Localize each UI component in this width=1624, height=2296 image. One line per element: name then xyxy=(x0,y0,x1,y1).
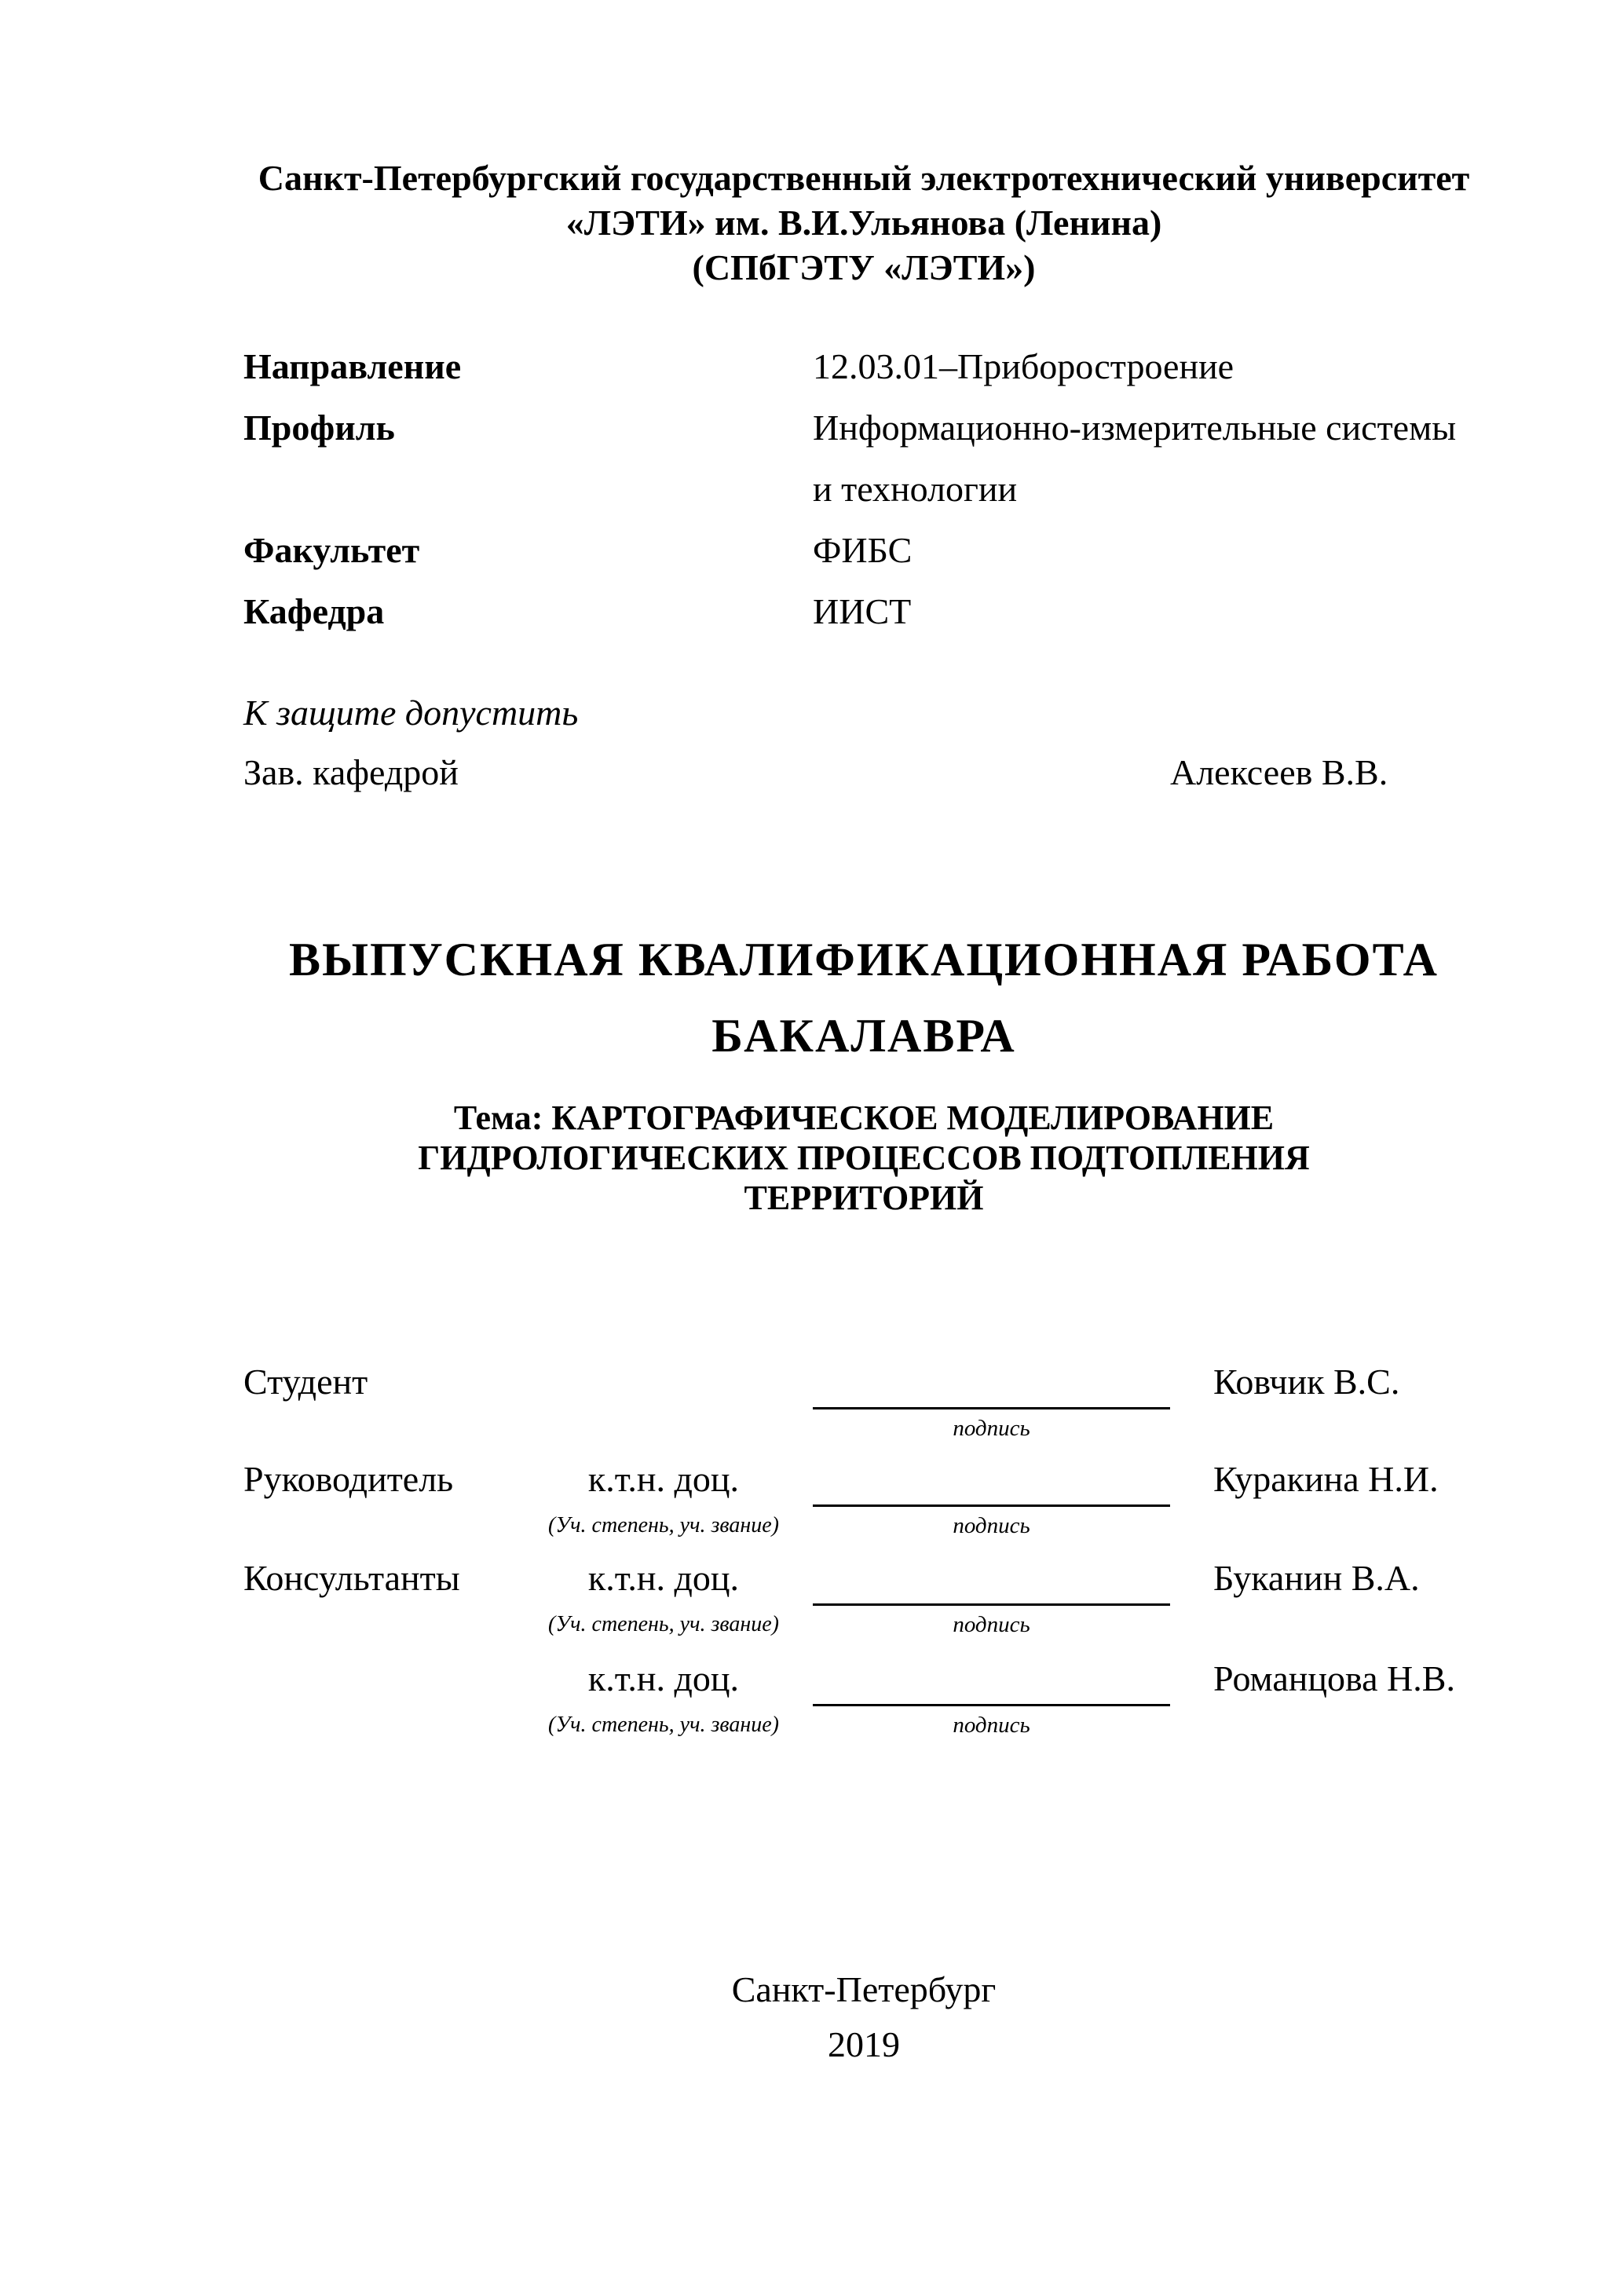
thesis-theme-line3: ТЕРРИТОРИЙ xyxy=(744,1179,984,1217)
university-header xyxy=(243,155,1484,290)
field-label-faculty: Факультет xyxy=(243,529,420,570)
field-value-profile-continuation: и технологии xyxy=(813,468,1018,509)
field-row-profile xyxy=(243,397,1484,458)
signature-line xyxy=(813,1407,1170,1409)
signature-caption: подпись xyxy=(953,1713,1030,1738)
university-name-line1: Санкт-Петербургский государственный электротехнический университет xyxy=(258,158,1470,198)
work-title-line1: ВЫПУСКНАЯ КВАЛИФИКАЦИОННАЯ РАБОТА xyxy=(289,934,1439,985)
admission-note: К защите допустить xyxy=(243,693,579,733)
field-value-department: ИИСТ xyxy=(813,590,912,631)
signature-row-supervisor xyxy=(243,1457,1563,1545)
signature-degree-consultant-1: к.т.н. доц. xyxy=(587,1558,740,1598)
thesis-theme xyxy=(243,1098,1484,1218)
signature-caption: подпись xyxy=(953,1513,1030,1538)
signature-caption: подпись xyxy=(953,1416,1030,1441)
field-label-profile: Профиль xyxy=(243,407,395,448)
department-head-name: Алексеев В.В. xyxy=(1170,752,1388,792)
department-head-label: Зав. кафедрой xyxy=(243,752,459,792)
signature-role-supervisor: Руководитель xyxy=(243,1459,454,1499)
signatory-name-consultant-1: Буканин В.А. xyxy=(1213,1558,1420,1598)
field-value-direction: 12.03.01–Приборостроение xyxy=(813,345,1234,386)
field-label-direction: Направление xyxy=(243,345,462,386)
degree-caption: (Уч. степень, уч. звание) xyxy=(548,1513,779,1537)
signature-line xyxy=(813,1603,1170,1606)
signature-line xyxy=(813,1704,1170,1706)
signatory-name-student: Ковчик В.С. xyxy=(1213,1362,1400,1402)
signature-row-student xyxy=(243,1360,1563,1448)
footer-year: 2019 xyxy=(828,2024,900,2064)
signature-line xyxy=(813,1504,1170,1507)
signatory-name-consultant-2: Романцова Н.В. xyxy=(1213,1658,1455,1698)
signature-role-student: Студент xyxy=(243,1362,368,1402)
degree-caption: (Уч. степень, уч. звание) xyxy=(548,1612,779,1636)
thesis-theme-line2: ГИДРОЛОГИЧЕСКИХ ПРОЦЕССОВ ПОДТОПЛЕНИЯ xyxy=(418,1139,1310,1177)
thesis-theme-line1: Тема: КАРТОГРАФИЧЕСКОЕ МОДЕЛИРОВАНИЕ xyxy=(453,1099,1275,1137)
signature-role-consultants: Консультанты xyxy=(243,1558,460,1598)
university-name-line3: (СПбГЭТУ «ЛЭТИ») xyxy=(692,247,1036,287)
work-title-line2: БАКАЛАВРА xyxy=(711,1010,1016,1062)
field-row-direction xyxy=(243,335,1484,397)
signature-caption: подпись xyxy=(953,1612,1030,1637)
program-info-block xyxy=(243,335,1484,642)
signature-degree-consultant-2: к.т.н. доц. xyxy=(587,1658,740,1698)
department-head-row xyxy=(243,751,1484,795)
field-row-department xyxy=(243,580,1484,642)
university-name-line2: «ЛЭТИ» им. В.И.Ульянова (Ленина) xyxy=(565,203,1162,243)
field-row-profile-continuation xyxy=(243,458,1484,519)
field-value-profile: Информационно-измерительные системы xyxy=(813,407,1457,448)
signature-row-consultant-1 xyxy=(243,1556,1563,1644)
field-label-department: Кафедра xyxy=(243,590,385,631)
field-value-faculty: ФИБС xyxy=(813,529,913,570)
field-row-faculty xyxy=(243,519,1484,580)
degree-caption: (Уч. степень, уч. звание) xyxy=(548,1713,779,1737)
signature-degree-supervisor: к.т.н. доц. xyxy=(587,1459,740,1499)
signature-row-consultant-2 xyxy=(243,1657,1563,1745)
signatory-name-supervisor: Куракина Н.И. xyxy=(1213,1459,1439,1499)
footer-city: Санкт-Петербург xyxy=(731,1969,997,2009)
